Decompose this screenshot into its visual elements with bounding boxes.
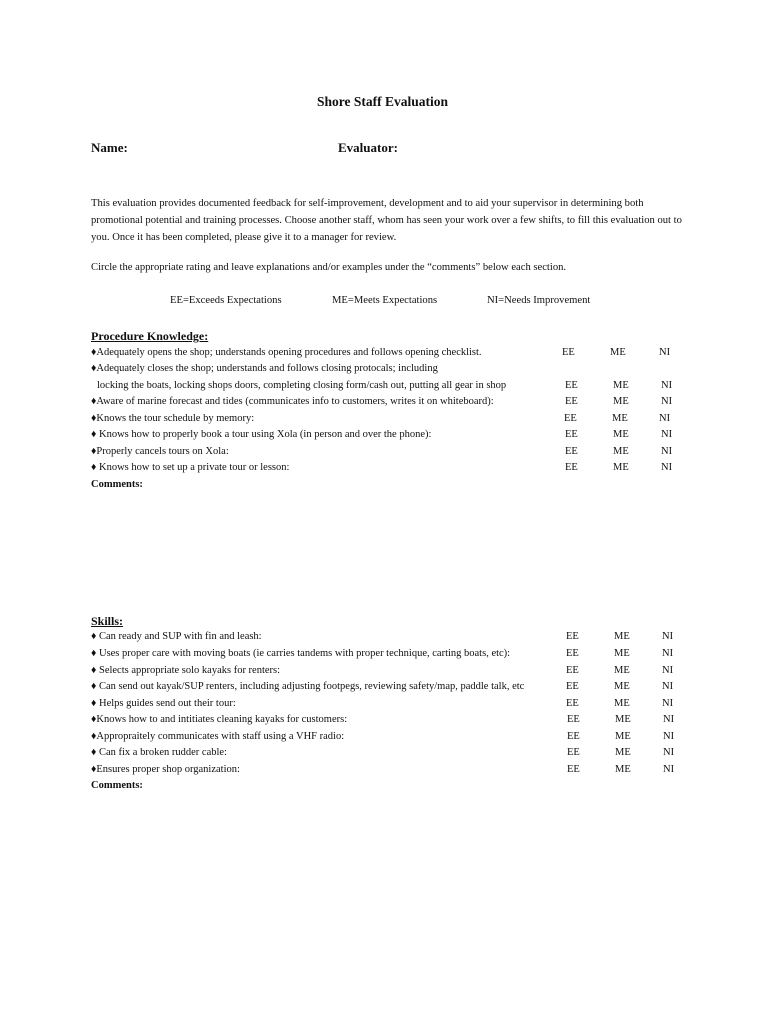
- skills-heading: Skills:: [91, 614, 124, 628]
- rating-ni[interactable]: NI: [661, 396, 673, 407]
- rating-me[interactable]: ME: [615, 747, 631, 758]
- rating-me[interactable]: ME: [615, 714, 631, 725]
- skills-item: ♦Ensures proper shop organization:: [91, 764, 240, 775]
- rating-me[interactable]: ME: [612, 413, 628, 424]
- procedure-item-continued: locking the boats, locking shops doors, completing closing form/cash out, putting all gear in shop: [97, 380, 507, 391]
- rating-ee[interactable]: EE: [566, 631, 579, 642]
- rating-ni[interactable]: NI: [663, 764, 675, 775]
- procedure-comments-label: Comments:: [91, 479, 143, 490]
- intro-paragraph: This evaluation provides documented feedback for self-improvement, development and to aid your supervisor in determining both promotional potential and training processes. Choose another staff, whom has seen your work over a few shifts, to fill this evaluation out to you. Once it has been completed, please give it to a manager for review.: [91, 198, 682, 243]
- procedure-heading: Procedure Knowledge:: [91, 329, 209, 343]
- evaluator-label: Evaluator:: [338, 140, 398, 155]
- rating-ni[interactable]: NI: [661, 429, 673, 440]
- rating-ni[interactable]: NI: [663, 731, 675, 742]
- rating-ni[interactable]: NI: [662, 698, 674, 709]
- skills-comments-label: Comments:: [91, 780, 143, 791]
- procedure-item: ♦Adequately closes the shop; understands and follows closing protocals; including: [91, 363, 438, 374]
- rating-me[interactable]: ME: [614, 681, 630, 692]
- rating-me[interactable]: ME: [613, 396, 629, 407]
- legend-me: ME=Meets Expectations: [332, 295, 438, 306]
- rating-ni[interactable]: NI: [662, 631, 674, 642]
- procedure-item: ♦ Knows how to set up a private tour or lesson:: [91, 462, 290, 473]
- legend-ni: NI=Needs Improvement: [487, 295, 591, 306]
- rating-ni[interactable]: NI: [661, 462, 673, 473]
- skills-item: ♦ Selects appropriate solo kayaks for renters:: [91, 665, 281, 676]
- rating-ee[interactable]: EE: [567, 731, 580, 742]
- instructions: Circle the appropriate rating and leave explanations and/or examples under the “comments” below each section.: [91, 262, 567, 273]
- rating-ee[interactable]: EE: [565, 380, 578, 391]
- rating-ee[interactable]: EE: [566, 681, 579, 692]
- rating-me[interactable]: ME: [613, 462, 629, 473]
- rating-ni[interactable]: NI: [659, 413, 671, 424]
- skills-item: ♦ Uses proper care with moving boats (ie carries tandems with proper technique, carting boats, etc):: [91, 648, 511, 659]
- page-title: Shore Staff Evaluation: [317, 94, 449, 109]
- rating-me[interactable]: ME: [610, 347, 626, 358]
- rating-ee[interactable]: EE: [566, 698, 579, 709]
- rating-me[interactable]: ME: [614, 648, 630, 659]
- rating-me[interactable]: ME: [613, 380, 629, 391]
- rating-ni[interactable]: NI: [662, 648, 674, 659]
- rating-ee[interactable]: EE: [567, 714, 580, 725]
- rating-ni[interactable]: NI: [659, 347, 671, 358]
- rating-ee[interactable]: EE: [565, 446, 578, 457]
- rating-ee[interactable]: EE: [565, 462, 578, 473]
- procedure-item: ♦Adequately opens the shop; understands opening procedures and follows opening checklist.: [91, 347, 482, 358]
- legend-ee: EE=Exceeds Expectations: [170, 295, 282, 306]
- rating-ni[interactable]: NI: [663, 714, 675, 725]
- rating-ni[interactable]: NI: [662, 665, 674, 676]
- rating-me[interactable]: ME: [614, 631, 630, 642]
- rating-ee[interactable]: EE: [567, 764, 580, 775]
- rating-ni[interactable]: NI: [662, 681, 674, 692]
- rating-ni[interactable]: NI: [661, 380, 673, 391]
- rating-me[interactable]: ME: [613, 446, 629, 457]
- skills-item: ♦Appropraitely communicates with staff using a VHF radio:: [91, 731, 345, 742]
- procedure-item: ♦Knows the tour schedule by memory:: [91, 413, 255, 424]
- rating-ee[interactable]: EE: [566, 665, 579, 676]
- skills-item: ♦ Can ready and SUP with fin and leash:: [91, 631, 262, 642]
- rating-ee[interactable]: EE: [565, 429, 578, 440]
- skills-item: ♦ Can send out kayak/SUP renters, including adjusting footpegs, reviewing safety/map, paddle talk, etc: [91, 681, 525, 692]
- procedure-item: ♦Properly cancels tours on Xola:: [91, 446, 229, 457]
- procedure-item: ♦ Knows how to properly book a tour using Xola (in person and over the phone):: [91, 429, 432, 440]
- skills-item: ♦Knows how to and intitiates cleaning kayaks for customers:: [91, 714, 348, 725]
- rating-ni[interactable]: NI: [661, 446, 673, 457]
- rating-ee[interactable]: EE: [566, 648, 579, 659]
- rating-me[interactable]: ME: [613, 429, 629, 440]
- rating-ee[interactable]: EE: [567, 747, 580, 758]
- name-label: Name:: [91, 140, 128, 155]
- rating-ni[interactable]: NI: [663, 747, 675, 758]
- procedure-item: ♦Aware of marine forecast and tides (communicates info to customers, writes it on whiteboard):: [91, 396, 494, 407]
- rating-ee[interactable]: EE: [564, 413, 577, 424]
- rating-me[interactable]: ME: [615, 731, 631, 742]
- rating-ee[interactable]: EE: [562, 347, 575, 358]
- rating-me[interactable]: ME: [615, 764, 631, 775]
- rating-me[interactable]: ME: [614, 665, 630, 676]
- skills-item: ♦ Helps guides send out their tour:: [91, 698, 236, 709]
- rating-me[interactable]: ME: [614, 698, 630, 709]
- skills-item: ♦ Can fix a broken rudder cable:: [91, 747, 227, 758]
- rating-ee[interactable]: EE: [565, 396, 578, 407]
